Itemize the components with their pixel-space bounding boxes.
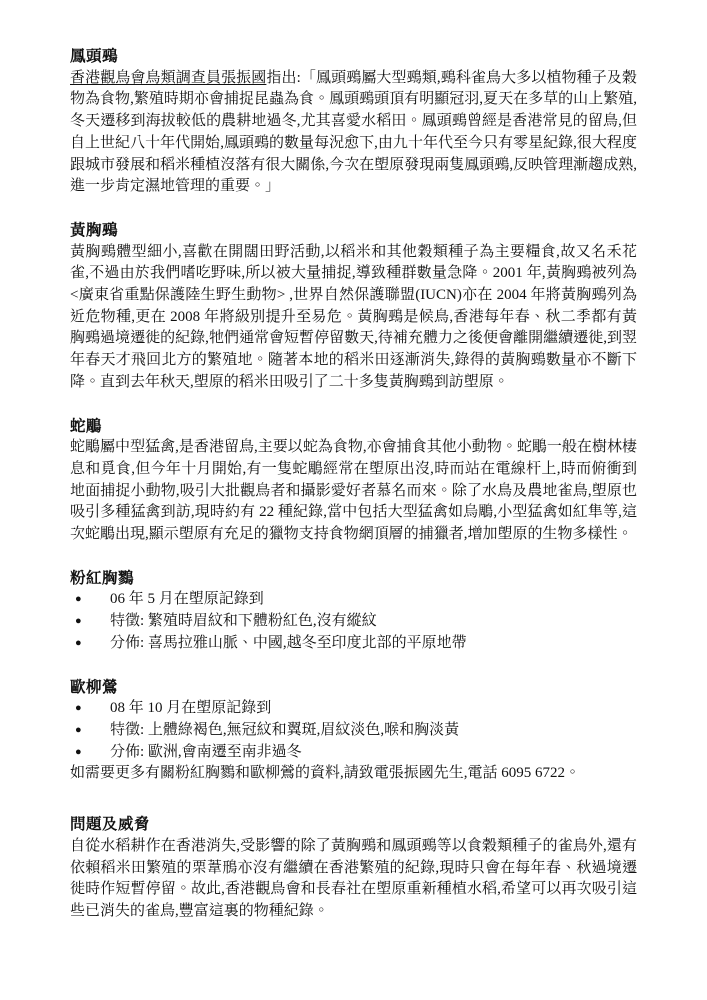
bullet-icon: ●	[75, 615, 82, 628]
list-item	[70, 720, 637, 742]
section-crested-bunting	[70, 46, 637, 198]
list-item-text: 08 年 10 月在塱原記錄到	[110, 700, 272, 717]
section-yellow-breasted-bunting	[70, 220, 637, 394]
paragraph-text: 指出:「鳳頭鵐屬大型鵐類,鵐科雀鳥大多以植物種子及穀物為食物,繁殖時期亦會捕捉昆蟲為食。鳳頭鵐頭頂有明顯冠羽,夏天在多草的山上繁殖,冬天遷移到海拔較低的農耕地過冬,尤其喜愛水稻田。鳳頭鵐曾經是香港常見的留鳥,但自上世紀八十年代開始,鳳頭鵐的數量每況愈下,由九十年代至今只有零星紀錄,很大程度跟城市發展和稻米種植沒落有很大關係,今次在塱原發現兩隻鳳頭鵐,反映管理漸趨成熟,進一步肯定濕地管理的重要。」	[70, 69, 637, 195]
section-heading: 蛇鵰	[70, 417, 103, 435]
bullet-list	[70, 589, 637, 654]
list-item-text: 特徵: 上體綠褐色,無冠紋和翼斑,眉紋淡色,喉和胸淡黃	[110, 721, 460, 738]
section-paragraph: 黃胸鵐體型細小,喜歡在開闊田野活動,以稻米和其他穀類種子為主要糧食,故又名禾花雀,不過由於我們嗜吃野味,所以被大量捕捉,導致種群數量急降。2001 年,黃胸鵐被列為<廣東省重點保護陸生野生動物> ,世界自然保護聯盟(IUCN)亦在 2004 年將黃胸鵐列為近危物種,更在 2008 年將級別提升至易危。黃胸鵐是候鳥,香港每年春、秋二季都有黃胸鵐過境遷徙的紀錄,牠們通常會短暫停留數天,待補充體力之後便會離開繼續遷徙,到翌年春天才飛回北方的繁殖地。隨著本地的稻米田逐漸消失,錄得的黃胸鵐數量亦不斷下降。直到去年秋天,塱原的稻米田吸引了二十多隻黃胸鵐到訪塱原。	[70, 243, 637, 390]
list-item	[70, 698, 637, 720]
section-paragraph	[70, 68, 637, 198]
bullet-icon: ●	[75, 636, 82, 649]
list-item	[70, 611, 637, 633]
list-item-text: 06 年 5 月在塱原記錄到	[110, 591, 264, 608]
list-item-text: 特徵: 繁殖時眉紋和下體粉紅色,沒有縱紋	[110, 613, 377, 630]
section-problems-threats	[70, 814, 637, 923]
bullet-icon: ●	[75, 702, 82, 715]
underlined-surveyor-name: 香港觀鳥會鳥類調查員張振國	[70, 69, 267, 86]
section-heading: 粉紅胸鷚	[70, 569, 135, 587]
section-paragraph: 自從水稻耕作在香港消失,受影響的除了黃胸鵐和鳳頭鵐等以食穀類種子的雀鳥外,還有依賴稻米田繁殖的栗葦鳽亦沒有繼續在香港繁殖的紀錄,現時只會在每年春、秋過境遷徙時作短暫停留。故此,香港觀鳥會和長春社在塱原重新種植水稻,希望可以再次吸引這些已消失的雀鳥,豐富這裏的物種紀錄。	[70, 837, 637, 919]
list-item-text: 分佈: 喜馬拉雅山脈、中國,越冬至印度北部的平原地帶	[110, 634, 467, 651]
bullet-list	[70, 698, 637, 763]
section-heading: 問題及威脅	[70, 816, 151, 834]
section-rosy-pipit	[70, 568, 637, 655]
section-willow-warbler	[70, 677, 637, 764]
list-item-text: 分佈: 歐洲,會南遷至南非過冬	[110, 743, 302, 760]
section-paragraph: 蛇鵰屬中型猛禽,是香港留鳥,主要以蛇為食物,亦會捕食其他小動物。蛇鵰一般在樹林棲息和覓食,但今年十月開始,有一隻蛇鵰經常在塱原出沒,時而站在電線杆上,時而俯衝到地面捕捉小動物,吸引大批觀鳥者和攝影愛好者慕名而來。除了水鳥及農地雀鳥,塱原也吸引多種猛禽到訪,現時約有 22 種紀錄,當中包括大型猛禽如烏鵰,小型猛禽如紅隼等,這次蛇鵰出現,顯示塱原有充足的獵物支持食物網頂層的捕獵者,增加塱原的生物多樣性。	[70, 439, 637, 543]
section-heading: 鳳頭鵐	[70, 48, 119, 65]
section-heading: 黃胸鵐	[70, 221, 119, 239]
section-heading: 歐柳鶯	[70, 678, 119, 696]
bullet-icon: ●	[75, 593, 82, 606]
bullet-icon: ●	[75, 723, 82, 736]
section-crested-serpent-eagle	[70, 416, 637, 546]
list-item	[70, 589, 637, 611]
list-item	[70, 633, 637, 655]
bullet-icon: ●	[75, 745, 82, 758]
contact-note: 如需要更多有關粉紅胸鷚和歐柳鶯的資料,請致電張振國先生,電話 6095 6722。	[70, 765, 581, 782]
list-item	[70, 742, 637, 764]
